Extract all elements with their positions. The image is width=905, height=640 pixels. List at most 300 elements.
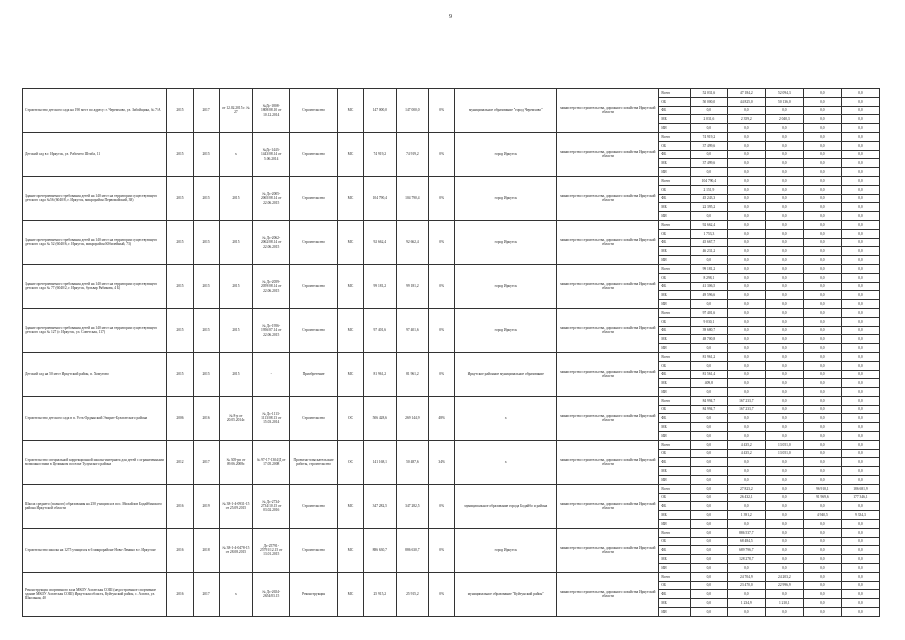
municipality-cell: город Иркутск	[455, 132, 557, 176]
object-name-cell: Строительство детского сада на 190 мест по адресу: г. Черемхово, ул. Забойщика, № 7/А	[23, 89, 167, 133]
basis-cell: х	[219, 572, 253, 616]
year-amount-cell: 104 790,4	[690, 176, 727, 185]
year-amount-cell: 0,0	[727, 458, 765, 467]
expertise-cell: № Дс-2059-2059/08.14 от 22.06.2015	[253, 264, 290, 308]
finance-source-cell: МБ	[659, 511, 690, 520]
year-amount-cell: 0,0	[690, 537, 727, 546]
finance-source-cell: ИИ	[659, 168, 690, 177]
year-amount-cell: 99 181,2	[690, 264, 727, 273]
table-row	[23, 396, 880, 405]
customer-cell: министерство строительства, дорожного хозяйства Иркутской области	[557, 528, 659, 572]
estimated-cost-cell: 141 168,1	[364, 440, 397, 484]
municipality-cell: Иркутское районное муниципальное образование	[455, 352, 557, 396]
year-amount-cell: 0,0	[803, 212, 841, 221]
finance-source-cell: Всего	[659, 572, 690, 581]
year-amount-cell: 0,0	[803, 502, 841, 511]
finance-source-cell: ИИ	[659, 300, 690, 309]
finance-source-cell: МБ	[659, 335, 690, 344]
year-amount-cell: 45 243,3	[690, 194, 727, 203]
year-amount-cell: 0,0	[841, 141, 879, 150]
year-amount-cell: 0,0	[841, 115, 879, 124]
basis-cell: от 12.02.2015 г. № 27	[219, 89, 253, 133]
municipality-cell: город Иркутск	[455, 220, 557, 264]
end-year-cell: 2017	[193, 89, 219, 133]
year-amount-cell: 0,0	[690, 599, 727, 608]
ownership-cell: МС	[337, 484, 363, 528]
year-amount-cell: 0,0	[765, 467, 803, 476]
year-amount-cell: 0,0	[803, 326, 841, 335]
basis-cell: № 38-1-4-0931-15 от 25.09.2015	[219, 484, 253, 528]
year-amount-cell: 0,0	[803, 97, 841, 106]
finance-source-cell: Всего	[659, 308, 690, 317]
finance-source-cell: ФБ	[659, 546, 690, 555]
year-amount-cell: 0,0	[803, 220, 841, 229]
year-amount-cell: 0,0	[803, 203, 841, 212]
expertise-cell: № Дс-1113-1113/08.13 от 15.03.2014	[253, 396, 290, 440]
year-amount-cell: 0,0	[765, 432, 803, 441]
year-amount-cell: 0,0	[727, 608, 765, 617]
year-amount-cell: 0,0	[690, 546, 727, 555]
table-row	[23, 352, 880, 361]
estimated-cost-cell: 347 282,5	[364, 484, 397, 528]
readiness-cell: 0%	[429, 132, 455, 176]
year-amount-cell: 52 094,3	[765, 89, 803, 98]
expertise-cell: №Дс-1808-1808/08.10 от 10.12.2014	[253, 89, 290, 133]
finance-source-cell: МБ	[659, 555, 690, 564]
year-amount-cell: 0,0	[765, 300, 803, 309]
remaining-cost-cell: 25 915,2	[396, 572, 429, 616]
ownership-cell: МС	[337, 176, 363, 220]
object-name-cell: Здание претерпеваемого требования детей на 140 мест на территории существующего детского сада №56 (6040/8, г. Иркутск, микрорайон Первомайский, 38)	[23, 176, 167, 220]
year-amount-cell: 0,0	[727, 564, 765, 573]
finance-source-cell: МБ	[659, 467, 690, 476]
year-amount-cell: 0,0	[765, 238, 803, 247]
estimated-cost-cell: 147 000,0	[364, 89, 397, 133]
finance-source-cell: Всего	[659, 132, 690, 141]
readiness-cell: 0%	[429, 308, 455, 352]
table-row	[23, 89, 880, 98]
year-amount-cell: 0,0	[841, 344, 879, 353]
year-amount-cell: 0,0	[765, 396, 803, 405]
year-amount-cell: 0,0	[841, 300, 879, 309]
year-amount-cell: 0,0	[803, 264, 841, 273]
customer-cell: министерство строительства, дорожного хозяйства Иркутской области	[557, 220, 659, 264]
end-year-cell: 2016	[193, 396, 219, 440]
year-amount-cell: 0,0	[765, 370, 803, 379]
year-amount-cell: 0,0	[765, 168, 803, 177]
customer-cell: министерство строительства, дорожного хозяйства Иркутской области	[557, 396, 659, 440]
year-amount-cell: 0,0	[803, 124, 841, 133]
year-amount-cell: 0,0	[727, 361, 765, 370]
estimated-cost-cell: 25 915,2	[364, 572, 397, 616]
year-amount-cell: 0,0	[803, 599, 841, 608]
year-amount-cell: 0,0	[690, 124, 727, 133]
readiness-cell: 0%	[429, 572, 455, 616]
end-year-cell: 2015	[193, 308, 219, 352]
year-amount-cell: 0,0	[803, 273, 841, 282]
year-amount-cell: 0,0	[727, 476, 765, 485]
year-amount-cell: 0,0	[803, 458, 841, 467]
year-amount-cell: 0,0	[841, 89, 879, 98]
year-amount-cell: 0,0	[841, 176, 879, 185]
year-amount-cell: 44 825,0	[727, 97, 765, 106]
basis-cell: 2015	[219, 308, 253, 352]
year-amount-cell: 0,0	[765, 282, 803, 291]
year-amount-cell: 0,0	[690, 458, 727, 467]
readiness-cell: 48%	[429, 396, 455, 440]
finance-source-cell: ОБ	[659, 361, 690, 370]
start-year-cell: 2015	[167, 220, 193, 264]
year-amount-cell: 0,0	[727, 256, 765, 265]
object-name-cell: Детский сад в г. Иркутск, ул. Рабочего Штаба, 11	[23, 132, 167, 176]
municipality-cell: х	[455, 396, 557, 440]
year-amount-cell: 0,0	[841, 599, 879, 608]
year-amount-cell: 886 537,7	[727, 528, 765, 537]
year-amount-cell: 0,0	[803, 335, 841, 344]
readiness-cell: 0%	[429, 264, 455, 308]
finance-source-cell: ИИ	[659, 212, 690, 221]
finance-source-cell: ОБ	[659, 405, 690, 414]
year-amount-cell: 0,0	[841, 546, 879, 555]
year-amount-cell: 0,0	[727, 194, 765, 203]
year-amount-cell: 0,0	[765, 405, 803, 414]
year-amount-cell: 39 680,7	[690, 326, 727, 335]
readiness-cell: 0%	[429, 89, 455, 133]
year-amount-cell: 0,0	[841, 203, 879, 212]
end-year-cell: 2015	[193, 132, 219, 176]
finance-source-cell: ИИ	[659, 256, 690, 265]
year-amount-cell: 0,0	[803, 247, 841, 256]
year-amount-cell: 0,0	[841, 264, 879, 273]
municipality-cell: муниципальное образование города Бодайбо и района	[455, 484, 557, 528]
year-amount-cell: 0,0	[841, 352, 879, 361]
remaining-cost-cell: 81 961,2	[396, 352, 429, 396]
year-amount-cell: 0,0	[803, 546, 841, 555]
start-year-cell: 2015	[167, 264, 193, 308]
finance-source-cell: ИИ	[659, 608, 690, 617]
remaining-cost-cell: 269 144,9	[396, 396, 429, 440]
year-amount-cell: 84 994,7	[690, 405, 727, 414]
year-amount-cell: 0,0	[803, 388, 841, 397]
finance-source-cell: ФБ	[659, 458, 690, 467]
ownership-cell: МС	[337, 572, 363, 616]
customer-cell: министерство строительства, дорожного хозяйства Иркутской области	[557, 572, 659, 616]
year-amount-cell: 0,0	[765, 423, 803, 432]
end-year-cell: 2017	[193, 572, 219, 616]
year-amount-cell: 0,0	[803, 291, 841, 300]
year-amount-cell: 0,0	[727, 212, 765, 221]
expertise-cell: -	[253, 352, 290, 396]
customer-cell: министерство строительства, дорожного хозяйства Иркутской области	[557, 352, 659, 396]
year-amount-cell: 0,0	[803, 396, 841, 405]
table-row	[23, 132, 880, 141]
year-amount-cell: 0,0	[841, 282, 879, 291]
year-amount-cell: 0,0	[841, 555, 879, 564]
year-amount-cell: 0,0	[803, 176, 841, 185]
year-amount-cell: 0,0	[765, 264, 803, 273]
year-amount-cell: 0,0	[727, 273, 765, 282]
year-amount-cell: 0,0	[803, 528, 841, 537]
year-amount-cell: 13 051,0	[765, 440, 803, 449]
year-amount-cell: 0,0	[690, 493, 727, 502]
year-amount-cell: 84 994,7	[690, 396, 727, 405]
year-amount-cell: 0,0	[727, 352, 765, 361]
year-amount-cell: 0,0	[765, 335, 803, 344]
year-amount-cell: 0,0	[690, 256, 727, 265]
end-year-cell: 2015	[193, 352, 219, 396]
work-type-cell: Строительство	[290, 132, 338, 176]
year-amount-cell: 0,0	[690, 449, 727, 458]
year-amount-cell: 0,0	[803, 520, 841, 529]
year-amount-cell: 0,0	[841, 124, 879, 133]
work-type-cell: Строительство	[290, 528, 338, 572]
table-row	[23, 440, 880, 449]
finance-source-cell: ОБ	[659, 229, 690, 238]
year-amount-cell: 0,0	[841, 608, 879, 617]
work-type-cell: Проектно-изыскательские работы, строительство	[290, 440, 338, 484]
basis-cell: 2015	[219, 264, 253, 308]
finance-source-cell: ФБ	[659, 106, 690, 115]
year-amount-cell: 0,0	[803, 537, 841, 546]
estimated-cost-cell: 81 961,2	[364, 352, 397, 396]
year-amount-cell: 2 040,3	[765, 115, 803, 124]
year-amount-cell: 0,0	[690, 150, 727, 159]
year-amount-cell: 0,0	[803, 423, 841, 432]
start-year-cell: 2015	[167, 352, 193, 396]
start-year-cell: 2012	[167, 440, 193, 484]
year-amount-cell: 0,0	[803, 185, 841, 194]
finance-source-cell: ИИ	[659, 520, 690, 529]
year-amount-cell: 0,0	[841, 581, 879, 590]
estimated-cost-cell: 104 790,4	[364, 176, 397, 220]
municipality-cell: город Иркутск	[455, 176, 557, 220]
year-amount-cell: 0,0	[841, 168, 879, 177]
ownership-cell: ОС	[337, 440, 363, 484]
customer-cell: министерство строительства, дорожного хозяйства Иркутской области	[557, 176, 659, 220]
year-amount-cell: 0,0	[841, 194, 879, 203]
finance-source-cell: Всего	[659, 528, 690, 537]
year-amount-cell: 0,0	[727, 132, 765, 141]
finance-source-cell: ФБ	[659, 370, 690, 379]
year-amount-cell: 0,0	[727, 502, 765, 511]
finance-source-cell: Всего	[659, 440, 690, 449]
year-amount-cell: 0,0	[841, 440, 879, 449]
year-amount-cell: 0,0	[841, 220, 879, 229]
year-amount-cell: 0,0	[765, 150, 803, 159]
year-amount-cell: 0,0	[841, 238, 879, 247]
year-amount-cell: 24 704,9	[727, 572, 765, 581]
basis-cell: 2015	[219, 352, 253, 396]
year-amount-cell: 0,0	[803, 132, 841, 141]
year-amount-cell: 0,0	[765, 388, 803, 397]
remaining-cost-cell: 97 401,6	[396, 308, 429, 352]
year-amount-cell: 0,0	[803, 344, 841, 353]
customer-cell: министерство строительства, дорожного хозяйства Иркутской области	[557, 89, 659, 133]
year-amount-cell: 0,0	[765, 361, 803, 370]
finance-source-cell: ОБ	[659, 449, 690, 458]
ownership-cell: МС	[337, 132, 363, 176]
finance-source-cell: Всего	[659, 396, 690, 405]
year-amount-cell: 0,0	[803, 432, 841, 441]
finance-source-cell: ИИ	[659, 124, 690, 133]
basis-cell: № 8-р от 20.05.2014г.	[219, 396, 253, 440]
year-amount-cell: 0,0	[690, 581, 727, 590]
year-amount-cell: 0,0	[803, 370, 841, 379]
year-amount-cell: 97 401,6	[690, 308, 727, 317]
remaining-cost-cell: 104 790,4	[396, 176, 429, 220]
year-amount-cell: 0,0	[727, 185, 765, 194]
year-amount-cell: 186 681,9	[841, 484, 879, 493]
year-amount-cell: 0,0	[690, 106, 727, 115]
year-amount-cell: 0,0	[841, 212, 879, 221]
estimated-cost-cell: 97 401,6	[364, 308, 397, 352]
year-amount-cell: 0,0	[841, 449, 879, 458]
year-amount-cell: 0,0	[841, 502, 879, 511]
start-year-cell: 2016	[167, 484, 193, 528]
year-amount-cell: 0,0	[765, 308, 803, 317]
year-amount-cell: 0,0	[727, 176, 765, 185]
year-amount-cell: 0,0	[841, 132, 879, 141]
estimated-cost-cell: 92 662,4	[364, 220, 397, 264]
start-year-cell: 2015	[167, 176, 193, 220]
year-amount-cell: 0,0	[841, 467, 879, 476]
finance-source-cell: ФБ	[659, 238, 690, 247]
year-amount-cell: 0,0	[841, 247, 879, 256]
municipality-cell: муниципальное образование "город Черемхово"	[455, 89, 557, 133]
year-amount-cell: 0,0	[803, 476, 841, 485]
year-amount-cell: 0,0	[803, 159, 841, 168]
year-amount-cell: 0,0	[727, 159, 765, 168]
work-type-cell: Строительство	[290, 220, 338, 264]
year-amount-cell: 0,0	[803, 449, 841, 458]
year-amount-cell: 0,0	[765, 344, 803, 353]
finance-source-cell: ИИ	[659, 432, 690, 441]
finance-source-cell: ОБ	[659, 537, 690, 546]
object-name-cell: Строительство специальной коррекционной школы-интерната для детей с ограниченными возможностями в Целинном поселке Тулунского района	[23, 440, 167, 484]
table-row	[23, 528, 880, 537]
work-type-cell: Реконструкция	[290, 572, 338, 616]
start-year-cell: 2006	[167, 396, 193, 440]
year-amount-cell: 0,0	[727, 264, 765, 273]
end-year-cell: 2015	[193, 264, 219, 308]
basis-cell: № 38-1-4-0478-15 от 28.08.2015	[219, 528, 253, 572]
year-amount-cell: 8 298,1	[690, 273, 727, 282]
municipality-cell: город Иркутск	[455, 528, 557, 572]
customer-cell: министерство строительства, дорожного хозяйства Иркутской области	[557, 264, 659, 308]
object-name-cell: Строительство детского сада в п. Усть-Ордынский Эхирит-Булагатского района	[23, 396, 167, 440]
finance-source-cell: ОБ	[659, 141, 690, 150]
year-amount-cell: 0,0	[841, 106, 879, 115]
finance-source-cell: ОБ	[659, 581, 690, 590]
year-amount-cell: 0,0	[690, 590, 727, 599]
year-amount-cell: 0,0	[690, 502, 727, 511]
year-amount-cell: 9 334,3	[841, 511, 879, 520]
estimated-cost-cell: 99 181,2	[364, 264, 397, 308]
year-amount-cell: 0,0	[803, 308, 841, 317]
table-row	[23, 572, 880, 581]
year-amount-cell: 68 484,5	[727, 537, 765, 546]
year-amount-cell: 0,0	[690, 608, 727, 617]
year-amount-cell: 0,0	[765, 212, 803, 221]
end-year-cell: 2019	[193, 484, 219, 528]
table-row	[23, 264, 880, 273]
work-type-cell: Строительство	[290, 396, 338, 440]
year-amount-cell: 45 667,7	[690, 238, 727, 247]
year-amount-cell: 0,0	[765, 291, 803, 300]
year-amount-cell: 81 561,4	[690, 370, 727, 379]
finance-source-cell: ОБ	[659, 273, 690, 282]
year-amount-cell: 0,0	[841, 159, 879, 168]
year-amount-cell: 0,0	[803, 194, 841, 203]
year-amount-cell: 0,0	[841, 476, 879, 485]
basis-cell: 2015	[219, 220, 253, 264]
year-amount-cell: 1 234,9	[727, 599, 765, 608]
work-type-cell: Приобретение	[290, 352, 338, 396]
readiness-cell: 0%	[429, 484, 455, 528]
year-amount-cell: 0,0	[690, 414, 727, 423]
work-type-cell: Строительство	[290, 176, 338, 220]
year-amount-cell: 22 996,9	[765, 581, 803, 590]
year-amount-cell: 0,0	[765, 528, 803, 537]
finance-source-cell: МБ	[659, 247, 690, 256]
remaining-cost-cell: 147 000,0	[396, 89, 429, 133]
finance-source-cell: ФБ	[659, 590, 690, 599]
year-amount-cell: 0,0	[690, 564, 727, 573]
year-amount-cell: 0,0	[841, 326, 879, 335]
year-amount-cell: 2 031,6	[690, 115, 727, 124]
year-amount-cell: 0,0	[803, 590, 841, 599]
year-amount-cell: 0,0	[765, 511, 803, 520]
year-amount-cell: 0,0	[803, 379, 841, 388]
municipality-cell: город Иркутск	[455, 308, 557, 352]
year-amount-cell: 46 231,2	[690, 247, 727, 256]
year-amount-cell: 0,0	[765, 124, 803, 133]
year-amount-cell: 23 470,0	[727, 581, 765, 590]
finance-source-cell: МБ	[659, 203, 690, 212]
year-amount-cell: 0,0	[841, 423, 879, 432]
finance-source-cell: ИИ	[659, 344, 690, 353]
year-amount-cell: 0,0	[690, 555, 727, 564]
year-amount-cell: 47 184,2	[727, 89, 765, 98]
year-amount-cell: 0,0	[803, 150, 841, 159]
year-amount-cell: 0,0	[727, 335, 765, 344]
year-amount-cell: 0,0	[727, 308, 765, 317]
customer-cell: министерство строительства, дорожного хозяйства Иркутской области	[557, 484, 659, 528]
year-amount-cell: 0,0	[765, 555, 803, 564]
year-amount-cell: 0,0	[690, 520, 727, 529]
readiness-cell: 0%	[429, 352, 455, 396]
start-year-cell: 2016	[167, 528, 193, 572]
year-amount-cell: 0,0	[727, 247, 765, 256]
year-amount-cell: 0,0	[765, 564, 803, 573]
year-amount-cell: 0,0	[803, 352, 841, 361]
year-amount-cell: 81 961,2	[690, 352, 727, 361]
basis-cell: 2015	[219, 176, 253, 220]
remaining-cost-cell: 886 630,7	[396, 528, 429, 572]
finance-source-cell: МБ	[659, 291, 690, 300]
finance-source-cell: ОБ	[659, 97, 690, 106]
year-amount-cell: 0,0	[765, 132, 803, 141]
expertise-cell: № Дс-1956-1956/07.14 от 22.06.2015	[253, 308, 290, 352]
year-amount-cell: 0,0	[841, 185, 879, 194]
year-amount-cell: 409,8	[690, 379, 727, 388]
year-amount-cell: 74 919,2	[690, 132, 727, 141]
expertise-cell: № Дс-2005-2065/08.14 от 22.06.2015	[253, 176, 290, 220]
year-amount-cell: 0,0	[841, 317, 879, 326]
year-amount-cell: 0,0	[803, 317, 841, 326]
municipality-cell: муниципальное образование "Куйтунский район"	[455, 572, 557, 616]
finance-source-cell: ФБ	[659, 502, 690, 511]
